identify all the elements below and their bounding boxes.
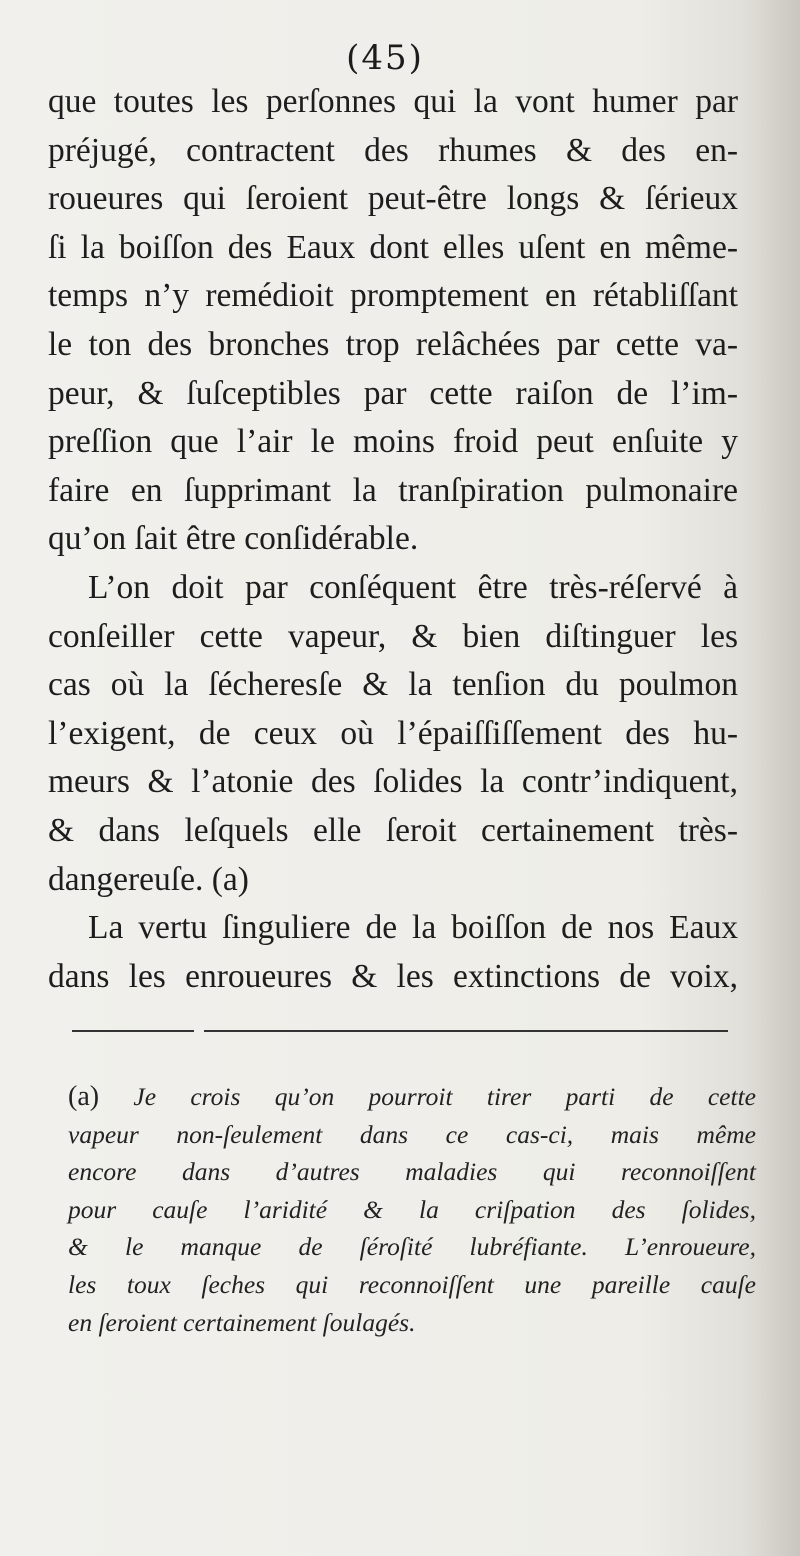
paragraph-2 [48,564,738,904]
text-line: cas où la ſécheresſe & la tenſion du poulmon [48,666,738,704]
footnote-line: vapeur non-ſeulement dans ce cas-ci, mais même [68,1119,756,1149]
text-line: que toutes les perſonnes qui la vont humer par [48,83,738,120]
footnote-marker: (a) [68,1081,100,1112]
footnote-line [68,1078,756,1116]
footnote-rule-left [72,1030,194,1032]
text-line: dangereuſe. (a) [48,860,249,898]
main-text [48,78,738,1001]
text-line: roueures qui ſeroient peut-être longs & ſérieux [48,180,738,218]
text-line: qu’on ſait être conſidérable. [48,520,419,558]
footnote-line: en ſeroient certainement ſoulagés. [68,1307,416,1337]
text-line: La vertu ſinguliere de la boiſſon de nos Eaux [88,909,738,947]
text-line: temps n’y remédioit promptement en rétabliſſant [48,277,738,315]
text-line: meurs & l’atonie des ſolides la contr’indiquent, [48,763,738,801]
text-line: & dans leſquels elle ſeroit certainement très- [48,811,738,849]
text-line: faire en ſupprimant la tranſpiration pulmonaire [48,471,738,509]
footnote-line: pour cauſe l’aridité & la criſpation des ſolides, [68,1194,756,1224]
paragraph-1 [48,78,738,564]
text-line: peur, & ſuſceptibles par cette raiſon de l’im- [48,374,738,412]
text-line: L’on doit par conſéquent être très-réſervé à [88,568,738,606]
text-line: l’exigent, de ceux où l’épaiſſiſſement des hu- [48,714,738,752]
footnote-line: les toux ſeches qui reconnoiſſent une pareille cauſe [68,1269,756,1299]
text-line: ſi la boiſſon des Eaux dont elles uſent en même- [48,228,738,266]
footnote-rule-right [204,1030,728,1032]
page-number: (45) [346,38,424,78]
footnote-text: Je crois qu’on pourroit tirer parti de cette [133,1082,756,1111]
footnote-line: encore dans d’autres maladies qui reconnoiſſent [68,1157,756,1187]
footnote [68,1078,756,1341]
text-line: préjugé, contractent des rhumes & des en- [48,131,738,169]
footnote-line: & le manque de ſéroſité lubréfiante. L’enroueure, [68,1232,756,1262]
text-line: dans les enroueures & les extinctions de voix, [48,957,738,995]
text-line: conſeiller cette vapeur, & bien diſtinguer les [48,617,738,655]
text-line: preſſion que l’air le moins froid peut enſuite y [48,423,738,461]
paragraph-3 [48,904,738,1001]
text-line: le ton des bronches trop relâchées par cette va- [48,325,738,363]
